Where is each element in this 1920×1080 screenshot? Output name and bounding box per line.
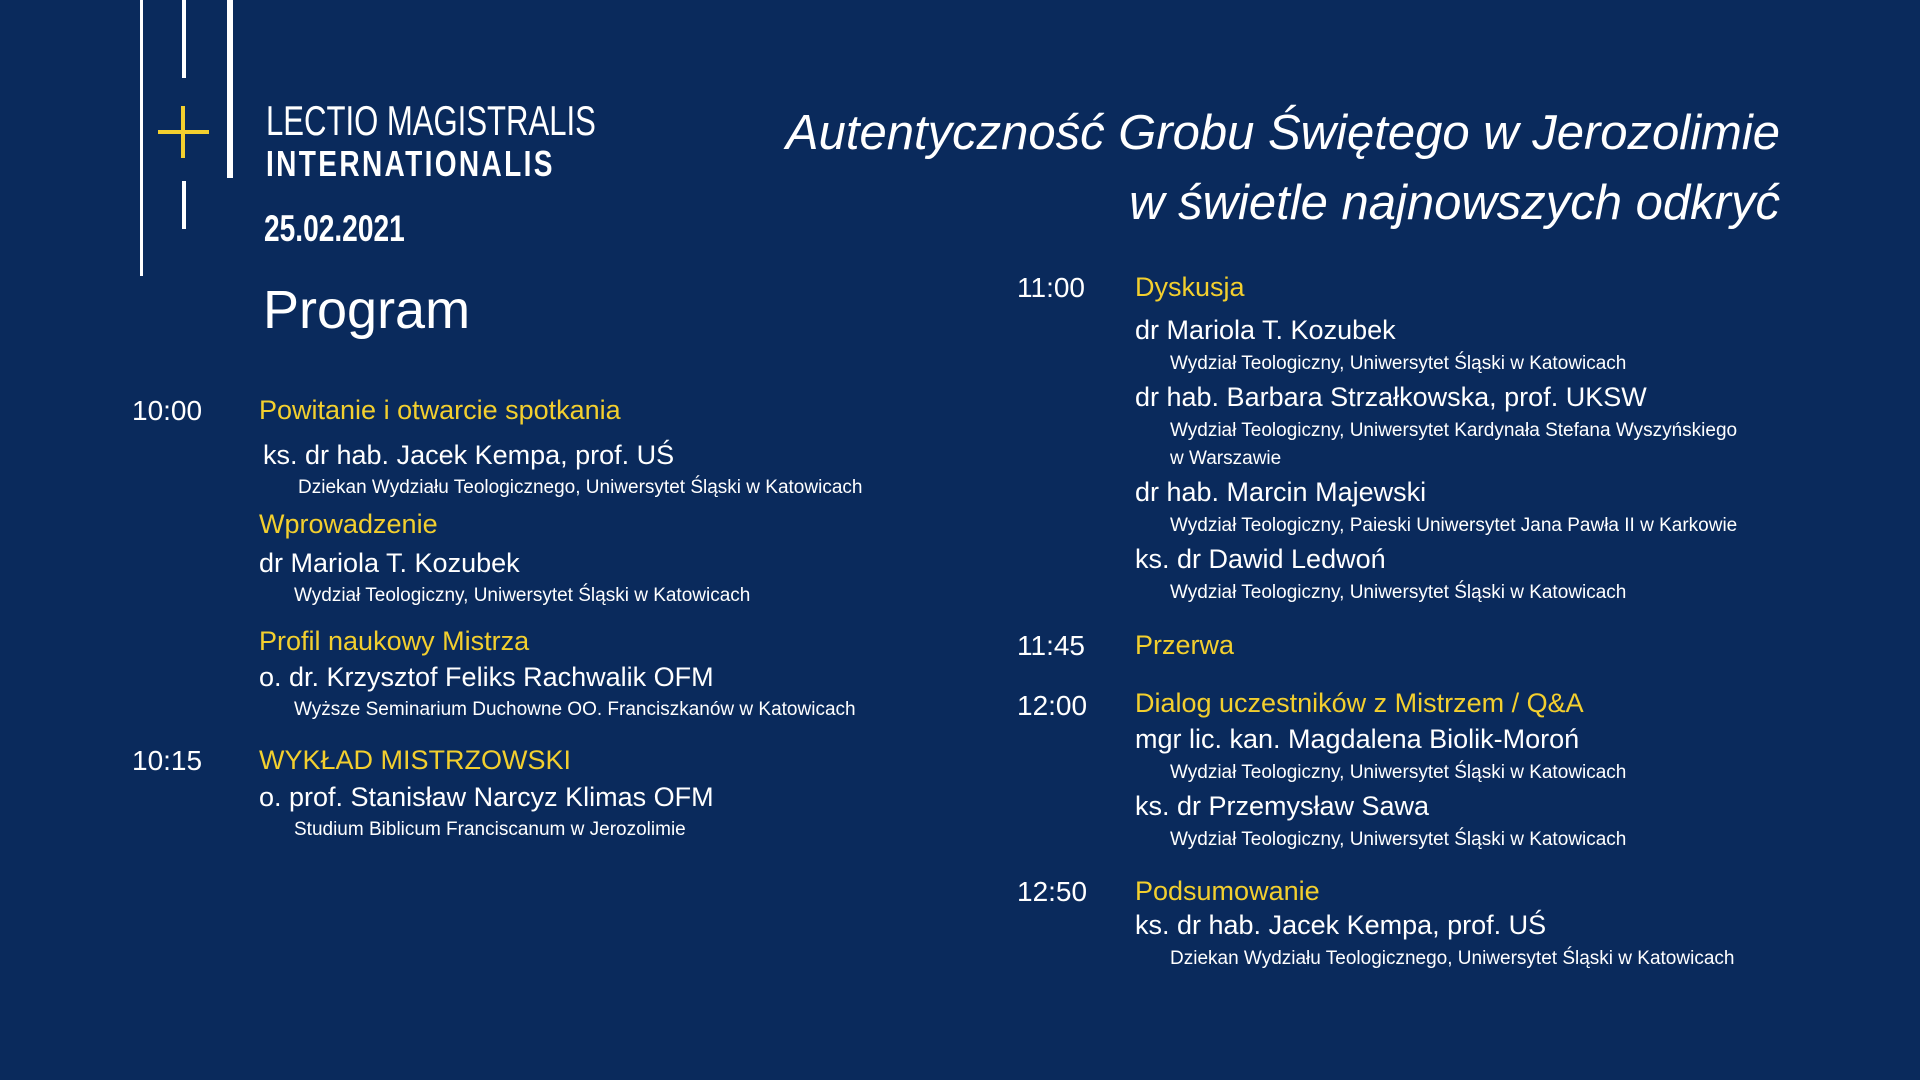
time-1100: 11:00 — [1017, 272, 1085, 303]
time-1200: 12:00 — [1017, 690, 1088, 721]
series-subtitle: INTERNATIONALIS — [266, 143, 555, 184]
person-ledwon: ks. dr Dawid Ledwoń — [1135, 544, 1386, 574]
time-1015: 10:15 — [132, 745, 203, 776]
person-majewski: dr hab. Marcin Majewski — [1135, 477, 1427, 507]
person-klimas: o. prof. Stanisław Narcyz Klimas OFM — [259, 782, 714, 812]
lecture-title — [786, 98, 1780, 238]
logo-line-upper-segment — [182, 0, 186, 78]
time-1250: 12:50 — [1017, 876, 1088, 907]
affiliation-klimas: Studium Biblicum Franciscanum w Jerozolimie — [294, 819, 686, 840]
affiliation-kempa: Dziekan Wydziału Teologicznego, Uniwersytet Śląski w Katowicach — [298, 477, 863, 498]
affiliation-strzalkowska-line2: w Warszawie — [1170, 448, 1282, 469]
affiliation-kozubek-right: Wydział Teologiczny, Uniwersytet Śląski w Katowicach — [1170, 353, 1627, 374]
item-title-wyklad: WYKŁAD MISTRZOWSKI — [259, 745, 572, 775]
person-rachwalik: o. dr. Krzysztof Feliks Rachwalik OFM — [259, 662, 714, 692]
time-1145: 11:45 — [1017, 630, 1085, 661]
person-kozubek: dr Mariola T. Kozubek — [259, 548, 520, 578]
logo-line-left — [140, 0, 143, 276]
affiliation-kozubek: Wydział Teologiczny, Uniwersytet Śląski w Katowicach — [294, 585, 751, 606]
item-title-podsumowanie: Podsumowanie — [1135, 876, 1320, 906]
cross-icon-horizontal — [158, 130, 209, 134]
affiliation-biolik: Wydział Teologiczny, Uniwersytet Śląski w Katowicach — [1170, 762, 1627, 783]
item-title-dialog: Dialog uczestników z Mistrzem / Q&A — [1135, 688, 1584, 718]
item-title-powitanie: Powitanie i otwarcie spotkania — [259, 395, 621, 425]
program-heading: Program — [263, 280, 471, 340]
person-biolik: mgr lic. kan. Magdalena Biolik-Moroń — [1135, 724, 1580, 754]
item-title-profil: Profil naukowy Mistrza — [259, 626, 530, 656]
time-1000: 10:00 — [132, 395, 203, 426]
person-kempa-right: ks. dr hab. Jacek Kempa, prof. UŚ — [1135, 910, 1547, 940]
affiliation-ledwon: Wydział Teologiczny, Uniwersytet Śląski w Katowicach — [1170, 582, 1627, 603]
affiliation-sawa: Wydział Teologiczny, Uniwersytet Śląski w Katowicach — [1170, 829, 1627, 850]
logo-line-lower-segment — [182, 181, 186, 229]
item-title-dyskusja: Dyskusja — [1135, 272, 1245, 302]
lecture-title-line2: w świetle najnowszych odkryć — [1129, 176, 1780, 230]
affiliation-majewski: Wydział Teologiczny, Paieski Uniwersytet Jana Pawła II w Karkowie — [1170, 515, 1738, 536]
item-title-wprowadzenie: Wprowadzenie — [259, 509, 438, 539]
item-title-przerwa: Przerwa — [1135, 630, 1235, 660]
event-date: 25.02.2021 — [264, 208, 405, 249]
lecture-title-line1: Autentyczność Grobu Świętego w Jerozolimie — [785, 106, 1780, 160]
affiliation-strzalkowska-line1: Wydział Teologiczny, Uniwersytet Kardynała Stefana Wyszyńskiego — [1170, 420, 1738, 441]
person-kempa: ks. dr hab. Jacek Kempa, prof. UŚ — [263, 440, 675, 470]
affiliation-rachwalik: Wyższe Seminarium Duchowne OO. Franciszkanów w Katowicach — [294, 699, 856, 720]
person-sawa: ks. dr Przemysław Sawa — [1135, 791, 1430, 821]
affiliation-kempa-right: Dziekan Wydziału Teologicznego, Uniwersytet Śląski w Katowicach — [1170, 948, 1735, 969]
logo-line-right — [227, 0, 233, 178]
person-strzalkowska: dr hab. Barbara Strzałkowska, prof. UKSW — [1135, 382, 1647, 412]
person-kozubek-right: dr Mariola T. Kozubek — [1135, 315, 1396, 345]
series-title: LECTIO MAGISTRALIS — [266, 97, 596, 144]
